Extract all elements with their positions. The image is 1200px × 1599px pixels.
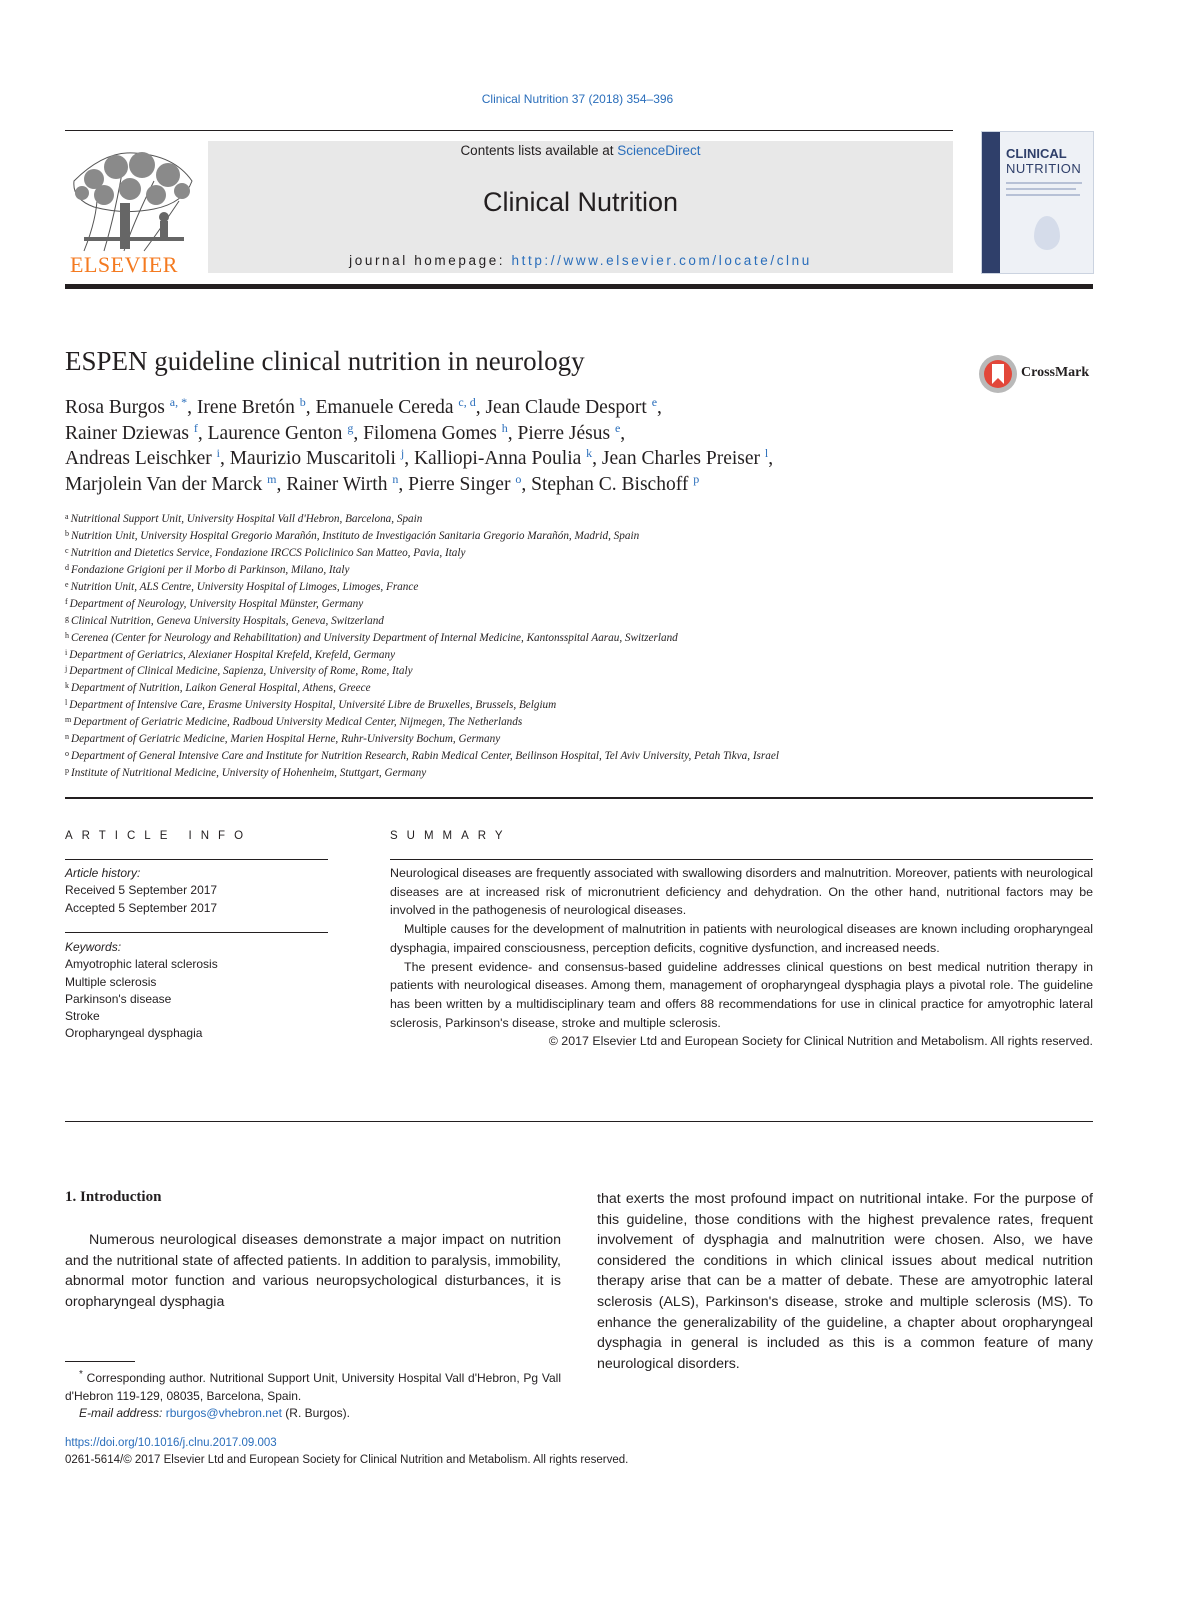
author-separator: , — [404, 448, 414, 469]
footnote-divider — [65, 1361, 135, 1362]
footnote-email-line — [65, 1405, 561, 1423]
keyword-item[interactable]: Stroke — [65, 1009, 100, 1024]
journal-title: Clinical Nutrition — [482, 187, 679, 217]
author-separator: , — [219, 448, 230, 469]
cover-text-line — [1006, 188, 1076, 190]
affiliation-key: j — [65, 664, 68, 674]
author-separator: , — [507, 422, 518, 444]
affiliation-text: Department of General Intensive Care and Institute for Nutrition Research, Rabin Medical Center, Beilinson Hospital, Tel Aviv University, Petah Tikva, Israel — [71, 750, 779, 763]
affiliation-text: Nutrition Unit, University Hospital Gregorio Marañón, Instituto de Investigación Sanitaria Gregorio Marañón, Madrid, Spain — [71, 529, 640, 542]
cover-title-line1: CLINICAL — [1006, 146, 1067, 161]
author-separator: , — [620, 422, 626, 444]
affiliation-item — [65, 663, 1125, 680]
crossmark-icon[interactable] — [978, 354, 1018, 394]
affiliation-key: h — [65, 630, 69, 640]
author-affiliation-ref[interactable]: m — [267, 471, 277, 486]
footnote-body: Corresponding author. Nutritional Support Unit, University Hospital Vall d'Hebron, Pg Vall d'Hebron 119-129, 08035, Barcelona, Spain. — [65, 1371, 561, 1403]
accepted-date: Accepted 5 September 2017 — [65, 900, 218, 915]
sciencedirect-link[interactable]: ScienceDirect — [617, 143, 701, 158]
author-separator: , — [657, 397, 662, 418]
author-affiliation-ref[interactable]: l — [764, 446, 769, 460]
affiliation-text: Department of Clinical Medicine, Sapienza, University of Rome, Rome, Italy — [69, 665, 413, 678]
masthead-divider — [65, 284, 1093, 289]
affiliation-item — [65, 511, 1125, 528]
author-affiliation-ref[interactable]: c, d — [458, 395, 476, 409]
doi-link[interactable]: https://doi.org/10.1016/j.clnu.2017.09.003 — [65, 1437, 277, 1449]
summary-copyright: © 2017 Elsevier Ltd and European Society for Clinical Nutrition and Metabolism. All rights reserved. — [548, 1034, 1093, 1049]
author-affiliation-ref[interactable]: k — [586, 446, 593, 460]
author-name[interactable]: Filomena Gomes — [363, 422, 497, 444]
summary-heading: SUMMARY — [390, 830, 512, 842]
keyword-item[interactable]: Multiple sclerosis — [65, 974, 157, 989]
author-affiliation-ref[interactable]: i — [216, 446, 220, 460]
homepage-link[interactable]: http://www.elsevier.com/locate/clnu — [511, 253, 812, 268]
affiliation-item — [65, 765, 1125, 782]
journal-homepage-line — [208, 253, 953, 268]
affiliation-key: p — [65, 766, 69, 776]
author-separator: , — [187, 397, 197, 418]
article-info-heading: ARTICLE INFO — [65, 830, 253, 842]
author-name[interactable]: Jean Claude Desport — [485, 397, 647, 418]
author-separator: , — [521, 473, 532, 495]
email-label: E-mail address: — [79, 1406, 166, 1420]
article-info-divider — [65, 859, 328, 860]
keywords-label: Keywords: — [65, 940, 122, 954]
author-name[interactable]: Stephan C. Bischoff — [531, 473, 689, 495]
author-name[interactable]: Emanuele Cereda — [315, 397, 454, 418]
affiliation-key: g — [65, 613, 69, 623]
author-name[interactable]: Rosa Burgos — [65, 397, 165, 418]
author-separator: , — [768, 448, 774, 469]
affiliation-text: Nutrition Unit, ALS Centre, University Hospital of Limoges, Limoges, France — [70, 580, 419, 593]
affiliation-item — [65, 748, 1125, 765]
affiliation-item — [65, 562, 1125, 579]
affiliation-text: Clinical Nutrition, Geneva University Hospitals, Geneva, Switzerland — [71, 614, 384, 627]
author-list — [65, 395, 1125, 497]
journal-cover-image[interactable] — [981, 131, 1094, 274]
cover-text-line — [1006, 182, 1082, 184]
introduction-column-left — [65, 1230, 561, 1312]
author-separator: , — [276, 473, 287, 495]
affiliation-text: Department of Geriatric Medicine, Marien Hospital Herne, Ruhr-University Bochum, Germany — [71, 733, 501, 746]
keyword-item[interactable]: Amyotrophic lateral sclerosis — [65, 957, 218, 972]
footnote-text — [65, 1366, 561, 1405]
affiliation-list — [65, 511, 1125, 782]
corresponding-author-footnote — [65, 1366, 561, 1423]
history-divider — [65, 932, 328, 933]
affiliation-key: o — [65, 749, 69, 759]
issn-copyright-line: 0261-5614/© 2017 Elsevier Ltd and European Society for Clinical Nutrition and Metabolism. All rights reserved. — [65, 1454, 629, 1466]
affiliation-item — [65, 630, 1125, 647]
affiliation-item — [65, 579, 1125, 596]
article-title: ESPEN guideline clinical nutrition in neurology — [65, 346, 585, 376]
author-separator: , — [592, 448, 602, 469]
author-name[interactable]: Pierre Singer — [408, 473, 511, 495]
affiliation-key: i — [65, 647, 68, 657]
author-separator: , — [353, 422, 364, 444]
homepage-prefix: journal homepage: — [349, 253, 512, 268]
crossmark-label[interactable]: CrossMark — [1021, 365, 1090, 380]
history-label: Article history: — [65, 866, 141, 880]
author-separator: , — [398, 473, 409, 495]
affiliation-item — [65, 731, 1125, 748]
summary-paragraph: Neurological diseases are frequently associated with swallowing disorders and malnutrition. Moreover, patients with neurological diseases are at increased risk of micronutrient deficiency and dehydration. On the other hand, nutritional factors may be involved in the pathogenesis of neurological diseases. — [390, 866, 1093, 918]
author-name[interactable]: Kalliopi-Anna Poulia — [413, 448, 582, 469]
affiliation-key: e — [65, 579, 69, 589]
affiliation-item — [65, 714, 1125, 731]
cover-drop-graphic — [1034, 216, 1060, 250]
author-affiliation-ref[interactable]: h — [501, 420, 508, 435]
contents-line — [208, 143, 953, 158]
affiliation-text: Nutrition and Dietetics Service, Fondazione IRCCS Policlinico San Matteo, Pavia, Italy — [70, 546, 466, 559]
author-affiliation-ref[interactable]: e — [614, 420, 621, 435]
affiliation-text: Department of Nutrition, Laikon General Hospital, Athens, Greece — [71, 682, 371, 695]
affiliation-text: Institute of Nutritional Medicine, University of Hohenheim, Stuttgart, Germany — [71, 767, 427, 780]
author-name[interactable]: Maurizio Muscaritoli — [229, 448, 396, 469]
footnote-marker: * — [79, 1369, 83, 1380]
author-name[interactable]: Andreas Leischker — [65, 448, 212, 469]
affiliation-text: Department of Geriatric Medicine, Radboud University Medical Center, Nijmegen, The Netherlands — [73, 716, 523, 729]
author-separator: , — [305, 397, 316, 418]
received-date: Received 5 September 2017 — [65, 883, 218, 898]
author-affiliation-ref[interactable]: b — [299, 395, 306, 409]
author-name[interactable]: Rainer Wirth — [286, 473, 388, 495]
affiliation-text: Department of Neurology, University Hospital Münster, Germany — [69, 597, 364, 610]
author-affiliation-ref[interactable]: e — [651, 395, 658, 409]
affiliation-key: n — [65, 732, 69, 742]
introduction-column-right — [597, 1189, 1093, 1374]
introduction-heading: 1. Introduction — [65, 1189, 162, 1205]
cover-spine — [982, 132, 1000, 273]
author-separator: , — [197, 422, 208, 444]
body-paragraph: that exerts the most profound impact on nutritional intake. For the purpose of this guideline, those conditions with the highest prevalence rates, frequent involvement of dysphagia and malnutrition were chosen. Also, we have considered the conditions in which clinical issues about medical nutrition therapy arise that can be a matter of debate. These are amyotrophic lateral sclerosis (ALS), Parkinson's disease, stroke and multiple sclerosis (MS). To enhance the generalizability of the guideline, a chapter about oropharyngeal dysphagia in general is included as this is a common feature of many neurological disorders. — [597, 1191, 1093, 1372]
author-name[interactable]: Marjolein Van der Marck — [65, 473, 263, 495]
keyword-item[interactable]: Oropharyngeal dysphagia — [65, 1026, 203, 1041]
author-email-link[interactable]: rburgos@vhebron.net — [165, 1406, 282, 1420]
author-name[interactable]: Rainer Dziewas — [65, 422, 189, 444]
author-affiliation-ref[interactable]: j — [400, 446, 405, 460]
affiliation-text: Nutritional Support Unit, University Hospital Vall d'Hebron, Barcelona, Spain — [70, 513, 423, 525]
elsevier-wordmark[interactable]: ELSEVIER — [70, 252, 178, 277]
affiliation-item — [65, 680, 1125, 697]
affiliation-key: d — [65, 562, 69, 572]
keywords-block — [65, 939, 218, 1043]
author-name[interactable]: Irene Bretón — [196, 397, 295, 418]
keyword-item[interactable]: Parkinson's disease — [65, 991, 172, 1006]
author-affiliation-ref[interactable]: a, * — [169, 395, 188, 409]
affiliation-item — [65, 613, 1125, 630]
author-name[interactable]: Pierre Jésus — [517, 422, 611, 444]
affiliation-text: Department of Geriatrics, Alexianer Hospital Krefeld, Krefeld, Germany — [69, 648, 396, 661]
affiliation-item — [65, 697, 1125, 714]
affiliation-text: Fondazione Grigioni per il Morbo di Parkinson, Milano, Italy — [71, 563, 350, 576]
abstract-divider — [65, 1121, 1093, 1122]
summary-divider — [390, 859, 1093, 860]
cover-text-line — [1006, 194, 1080, 196]
affiliation-key: k — [65, 681, 69, 691]
affiliation-key: f — [65, 596, 68, 606]
affiliation-key: l — [65, 698, 68, 708]
affiliation-item — [65, 596, 1125, 613]
affiliation-key: b — [65, 528, 69, 538]
cover-title-line2: NUTRITION — [1006, 161, 1082, 176]
affiliation-key: c — [65, 545, 69, 555]
summary-paragraph: The present evidence- and consensus-based guideline addresses clinical questions on best medical nutrition therapy in patients with neurological diseases. Among them, management of oropharyngeal dysphagia plays a pivotal role. The guideline has been written by a multidisciplinary team and offers 88 recommendations for use in clinical practice for amyotrophic lateral sclerosis, Parkinson's disease, stroke and multiple sclerosis. — [390, 959, 1093, 1030]
affiliation-key: a — [65, 512, 69, 521]
header-divider — [65, 130, 953, 131]
affiliation-item — [65, 647, 1125, 664]
author-affiliation-ref[interactable]: n — [392, 471, 399, 486]
contents-prefix: Contents lists available at — [460, 143, 618, 158]
article-history — [65, 865, 217, 917]
journal-citation[interactable]: Clinical Nutrition 37 (2018) 354–396 — [481, 92, 674, 106]
affiliation-item — [65, 528, 1125, 545]
summary-text — [390, 864, 1093, 1051]
author-separator: , — [475, 397, 486, 418]
affiliation-item — [65, 545, 1125, 562]
affiliation-key: m — [65, 715, 72, 725]
author-name[interactable]: Laurence Genton — [207, 422, 343, 444]
author-affiliation-ref[interactable]: p — [693, 471, 700, 486]
email-suffix: (R. Burgos). — [281, 1406, 350, 1420]
author-affiliation-ref[interactable]: g — [347, 420, 354, 435]
author-affiliation-ref[interactable]: o — [515, 471, 522, 486]
front-matter-divider — [65, 797, 1093, 799]
summary-paragraph: Multiple causes for the development of malnutrition in patients with neurological diseases are known including oropharyngeal dysphagia, impaired consciousness, perception deficits, cognitive dysfunction, and increased needs. — [390, 922, 1093, 955]
affiliation-text: Cerenea (Center for Neurology and Rehabilitation) and University Department of Internal Medicine, Kantonsspital Aarau, Switzerland — [71, 631, 678, 644]
body-paragraph: Numerous neurological diseases demonstrate a major impact on nutrition and the nutritional state of affected patients. In addition to paralysis, immobility, abnormal motor function and various neuropsychological disturbances, it is oropharyngeal dysphagia — [65, 1232, 561, 1310]
author-name[interactable]: Jean Charles Preiser — [601, 448, 761, 469]
author-affiliation-ref[interactable]: f — [193, 420, 198, 435]
affiliation-text: Department of Intensive Care, Erasme University Hospital, Université Libre de Bruxelles, Brussels, Belgium — [69, 699, 557, 712]
